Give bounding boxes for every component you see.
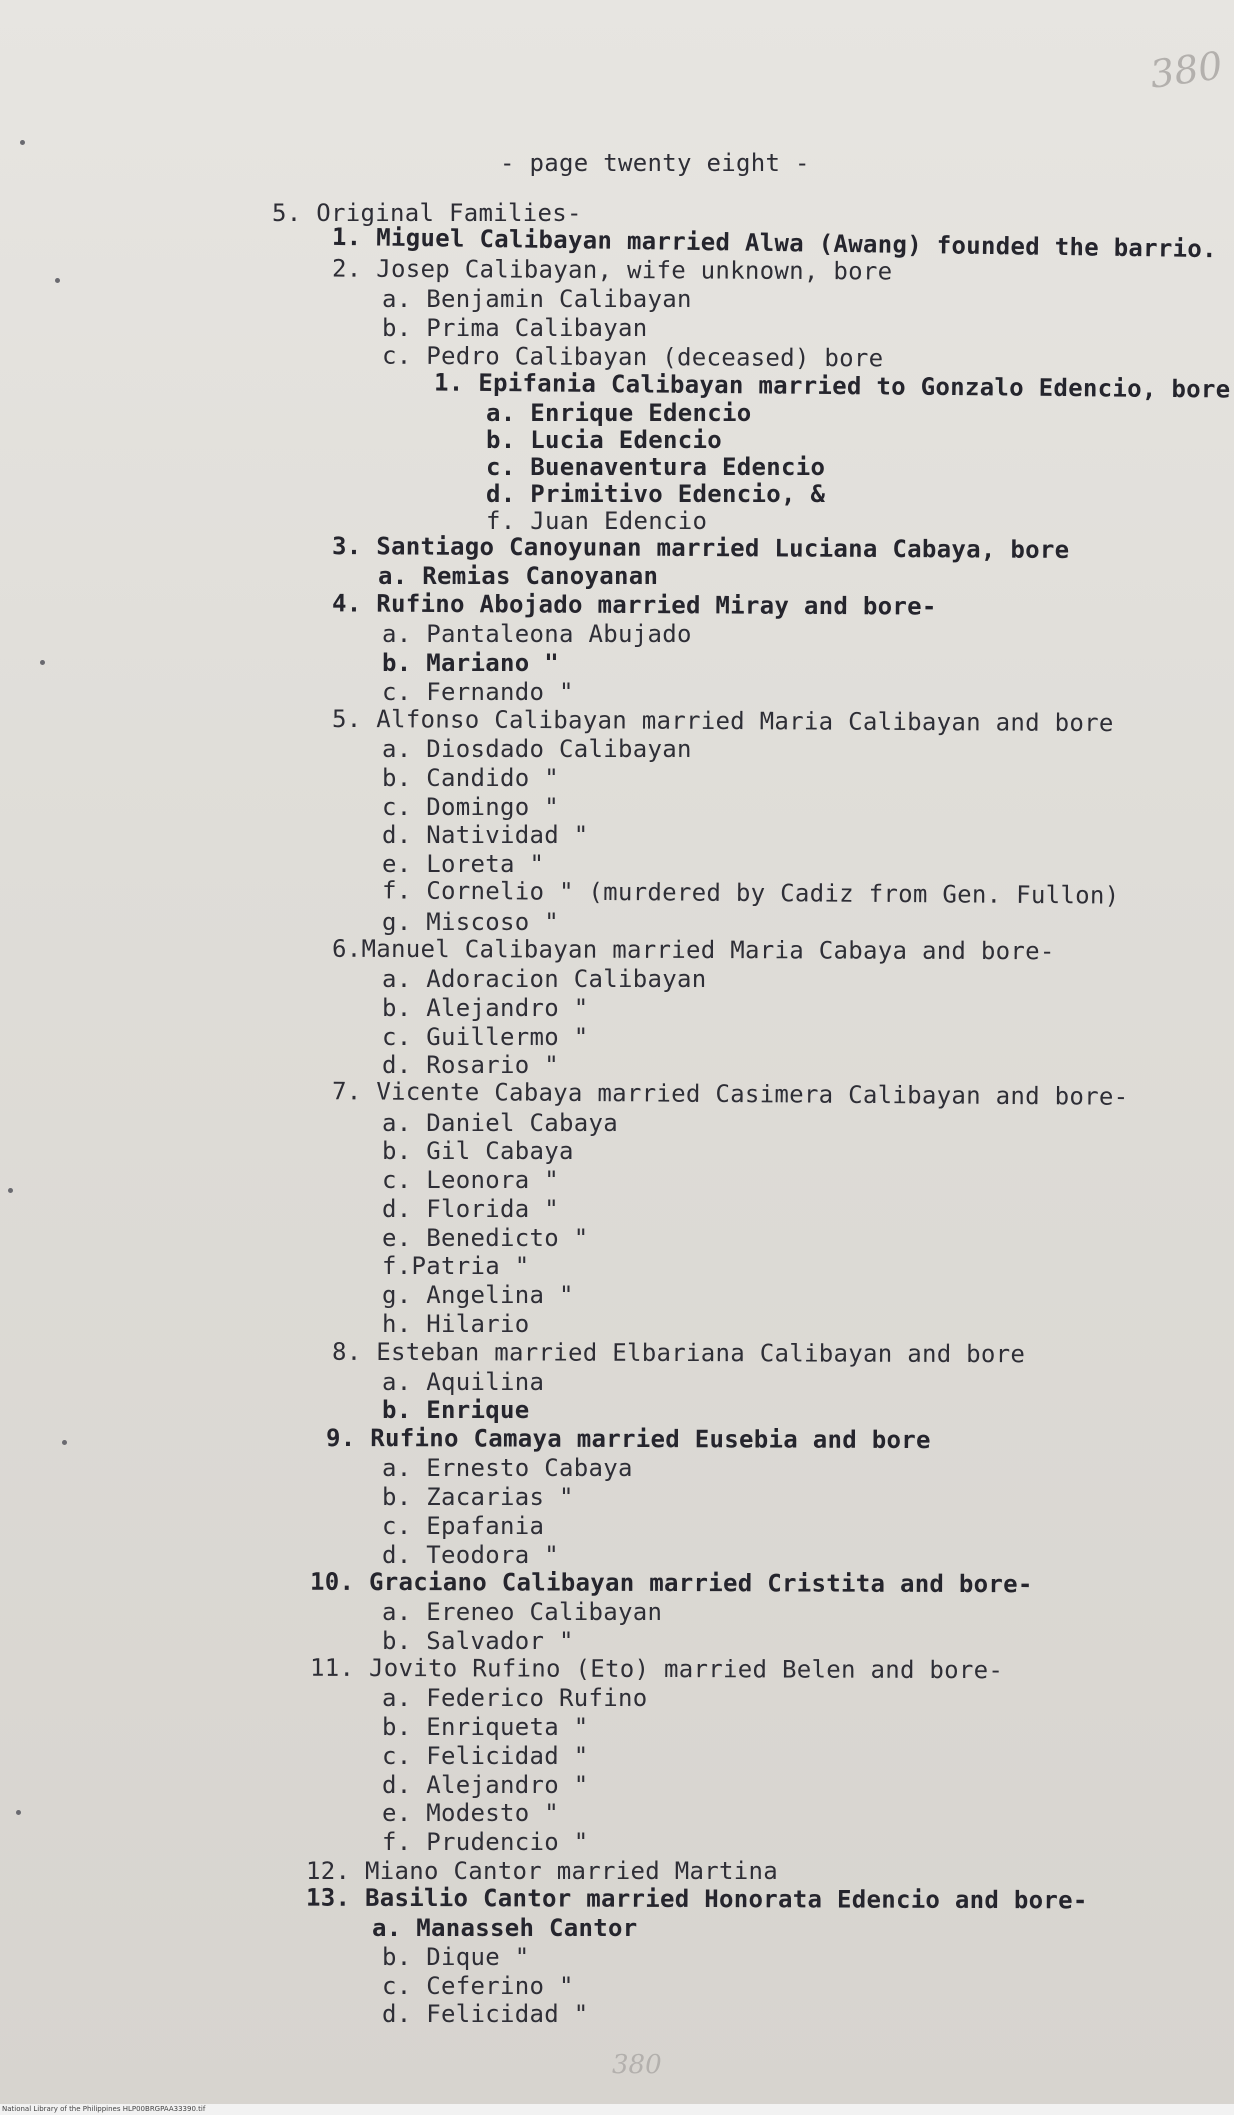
text-line: c. Felicidad " xyxy=(382,1742,589,1770)
text-line: c. Guillermo " xyxy=(382,1023,589,1051)
text-line: a. Adoracion Calibayan xyxy=(382,965,707,993)
text-line: b. Gil Cabaya xyxy=(382,1137,574,1165)
text-line: d. Florida " xyxy=(382,1195,559,1223)
text-line: g. Miscoso " xyxy=(382,908,559,936)
text-line: d. Alejandro " xyxy=(382,1771,589,1799)
text-line: d. Rosario " xyxy=(382,1051,559,1079)
text-line: 9. Rufino Camaya married Eusebia and bore xyxy=(325,1423,931,1455)
text-line: h. Hilario xyxy=(382,1310,530,1338)
text-line: c. Epafania xyxy=(382,1512,545,1540)
text-line: 12. Miano Cantor married Martina xyxy=(306,1857,778,1885)
bottom-page-number: 380 xyxy=(612,2050,662,2080)
text-line: b. Alejandro " xyxy=(382,994,589,1022)
text-line: 13. Basilio Cantor married Honorata Edencio and bore- xyxy=(305,1883,1088,1915)
text-line: c. Domingo " xyxy=(382,793,559,821)
punch-dot xyxy=(55,278,60,283)
punch-dot xyxy=(20,140,25,145)
text-line: b. Dique " xyxy=(382,1943,530,1971)
text-line: f.Patria " xyxy=(382,1252,530,1280)
text-line: a. Pantaleona Abujado xyxy=(382,620,692,648)
text-line: 11. Jovito Rufino (Eto) married Belen and bore- xyxy=(309,1653,1004,1685)
text-line: e. Benedicto " xyxy=(382,1224,589,1252)
text-line: d. Felicidad " xyxy=(382,2000,589,2028)
text-line: b. Zacarias " xyxy=(382,1483,574,1511)
text-line: b. Enrique xyxy=(382,1396,530,1424)
text-line: b. Candido " xyxy=(382,764,559,792)
text-line: b. Mariano " xyxy=(382,649,559,677)
text-line: 10. Graciano Calibayan married Cristita and bore- xyxy=(309,1567,1033,1599)
text-line: c. Fernando " xyxy=(382,678,574,706)
text-line: a. Enrique Edencio xyxy=(486,399,752,427)
text-line: b. Prima Calibayan xyxy=(382,314,648,342)
text-line: d. Primitivo Edencio, & xyxy=(486,480,826,508)
text-line: d. Teodora " xyxy=(382,1541,559,1569)
text-line: a. Ernesto Cabaya xyxy=(382,1454,633,1482)
text-line: f. Cornelio " (murdered by Cadiz from Gen. Fullon) xyxy=(381,876,1120,910)
punch-dot xyxy=(16,1810,21,1815)
text-line: 8. Esteban married Elbariana Calibayan and bore xyxy=(331,1337,1026,1369)
text-line: 3. Santiago Canoyunan married Luciana Cabaya, bore xyxy=(331,532,1070,564)
text-line: a. Federico Rufino xyxy=(382,1684,648,1712)
section-title: 5. Original Families- xyxy=(272,199,582,227)
text-line: a. Diosdado Calibayan xyxy=(382,735,692,763)
text-line: c. Leonora " xyxy=(382,1166,559,1194)
footer-text: National Library of the Philippines HLP00BRGPAA33390.tif xyxy=(2,2105,206,2113)
page-header: - page twenty eight - xyxy=(500,149,810,177)
text-line: b. Salvador " xyxy=(382,1627,574,1655)
text-line: f. Juan Edencio xyxy=(486,507,708,535)
text-line: 6.Manuel Calibayan married Maria Cabaya and bore- xyxy=(331,934,1055,966)
text-line: b. Enriqueta " xyxy=(382,1713,589,1741)
punch-dot xyxy=(40,660,45,665)
text-line: d. Natividad " xyxy=(382,821,589,849)
corner-page-number: 380 xyxy=(1147,43,1226,97)
text-line: c. Pedro Calibayan (deceased) bore xyxy=(381,341,884,373)
text-line: a. Benjamin Calibayan xyxy=(382,285,692,313)
text-line: 1. Epifania Calibayan married to Gonzalo Edencio, bore xyxy=(433,368,1231,404)
scan-footer xyxy=(0,2104,1234,2115)
text-line: a. Daniel Cabaya xyxy=(382,1109,618,1137)
text-line: a. Ereneo Calibayan xyxy=(382,1598,663,1626)
text-line: 7. Vicente Cabaya married Casimera Calibayan and bore- xyxy=(331,1077,1129,1111)
punch-dot xyxy=(8,1188,13,1193)
text-line: c. Buenaventura Edencio xyxy=(486,453,826,481)
text-line: g. Angelina " xyxy=(382,1281,574,1309)
text-line: f. Prudencio " xyxy=(382,1828,589,1856)
text-line: b. Lucia Edencio xyxy=(486,426,722,454)
text-line: 4. Rufino Abojado married Miray and bore- xyxy=(331,589,937,621)
text-line: e. Modesto " xyxy=(382,1799,559,1827)
text-line: e. Loreta " xyxy=(382,850,545,878)
text-line: a. Manasseh Cantor xyxy=(372,1914,638,1942)
text-line: c. Ceferino " xyxy=(382,1972,574,2000)
text-line: 5. Alfonso Calibayan married Maria Calibayan and bore xyxy=(331,704,1114,738)
text-line: a. Aquilina xyxy=(382,1368,545,1396)
text-line: 1. Miguel Calibayan married Alwa (Awang) founded the barrio. xyxy=(331,222,1218,264)
text-line: 2. Josep Calibayan, wife unknown, bore xyxy=(331,254,893,286)
text-line: a. Remias Canoyanan xyxy=(378,562,659,590)
punch-dot xyxy=(62,1440,67,1445)
